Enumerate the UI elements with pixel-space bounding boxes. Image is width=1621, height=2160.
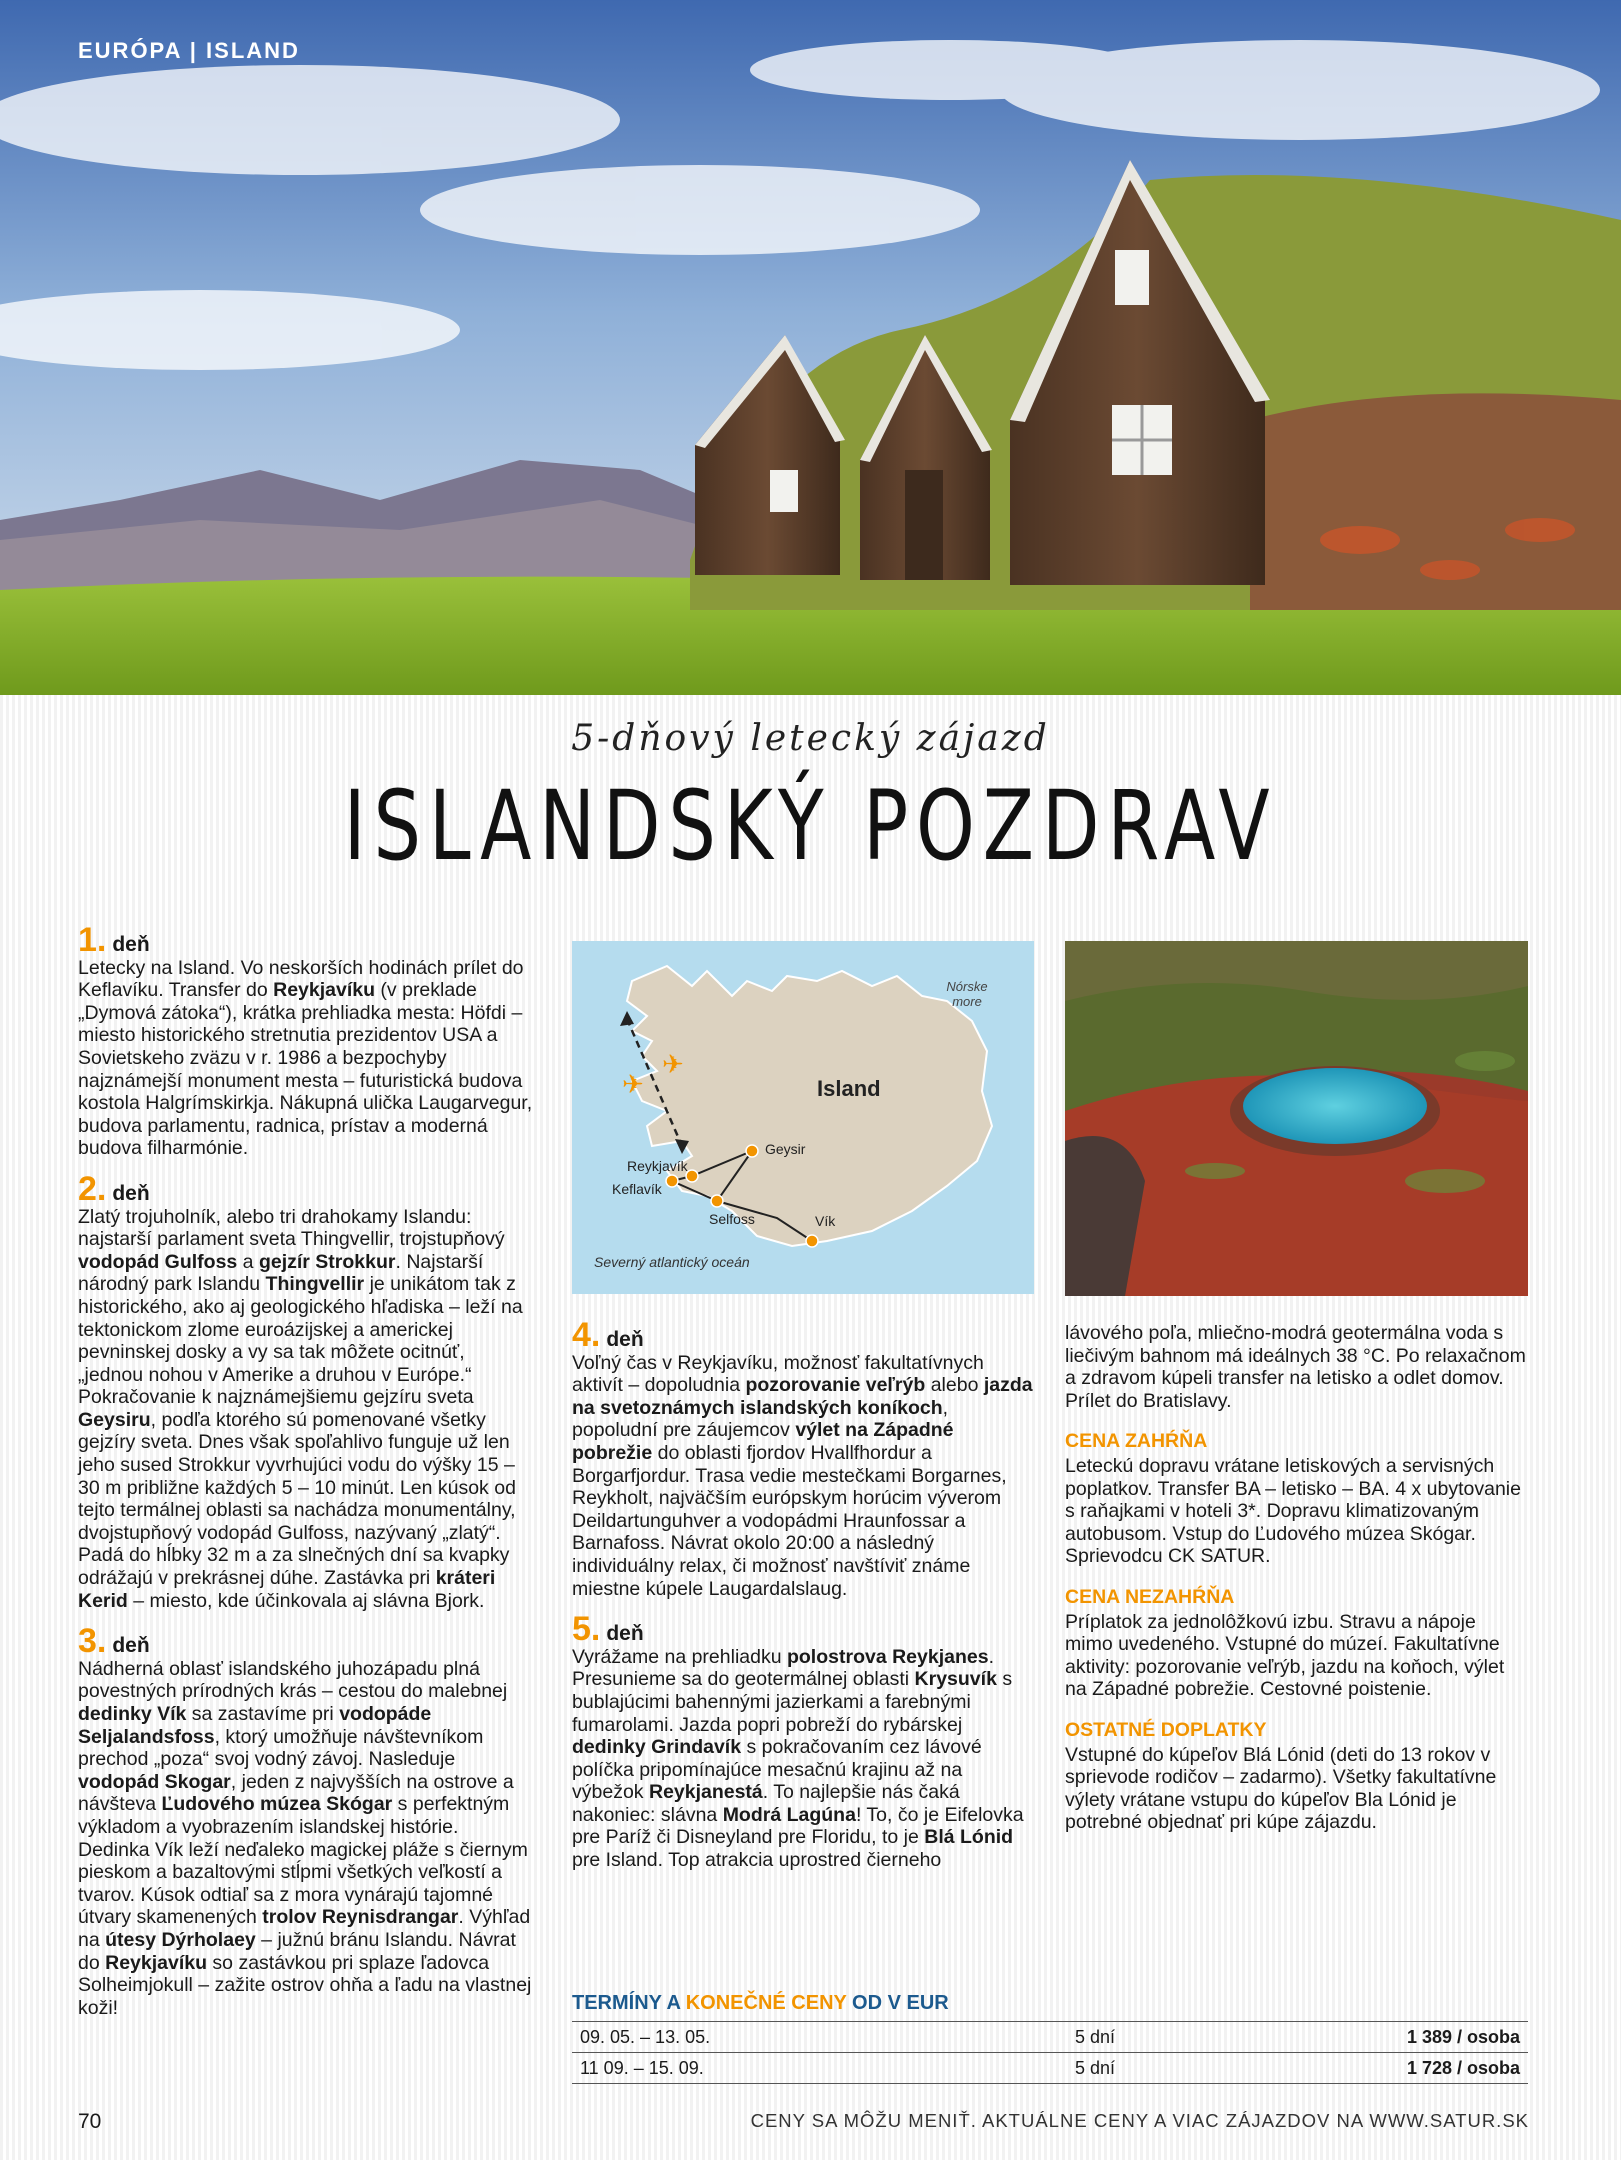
- table-row: [572, 2052, 1528, 2084]
- label-norwegian-sea-1: Nórske: [946, 979, 988, 994]
- prices-title-part: TERMÍNY A: [572, 1992, 686, 2014]
- excludes-heading: CENA NEZAHŔŇA: [1065, 1585, 1235, 1608]
- price-cell: 1 728 / osoba: [1406, 2057, 1520, 2078]
- day-number: 2.: [78, 1169, 107, 1208]
- map-marker-vik: [806, 1235, 818, 1247]
- label-norwegian-sea-2: more: [952, 994, 982, 1009]
- label-vik: Vík: [815, 1213, 836, 1229]
- map-marker-geysir: [746, 1145, 758, 1157]
- day-number: 5.: [572, 1610, 601, 1649]
- info-column-right: [1065, 1322, 1528, 1834]
- day-4: [572, 1316, 1034, 1600]
- surcharges-heading: OSTATNÉ DOPLATKY: [1065, 1718, 1267, 1741]
- prices-title: [572, 1992, 1528, 2015]
- surcharges-text: Vstupné do kúpeľov Blá Lónid (deti do 13 rokov v sprievode rodičov – zadarmo). Všetky fakultatívne výlety vrátane vstupu do kúpeľov Bla Lónid je potrebné objednať pri kúpe zájazdu.: [1065, 1743, 1497, 1834]
- day-1: [78, 921, 533, 1160]
- page-title: ISLANDSKÝ POZDRAV: [343, 770, 1278, 882]
- map-marker-keflavik: [666, 1175, 678, 1187]
- day-number: 4.: [572, 1316, 601, 1354]
- page-number: 70: [78, 2110, 102, 2133]
- iceland-map: [572, 941, 1034, 1294]
- day-5-text: Vyrážame na prehliadku polostrova Reykjanes. Presunieme sa do geotermálnej oblasti Krysuvík s bublajúcimi bahennými jazierkami a farebnými fumarolami. Jazda popri pobreží do rybárskej dedinky Grindavík s pokračovaním cez lávové políčka pripomínajúce mesačnú krajinu až na výbežok Reykjanestá. To najlepšie nás čaká nakoniec: slávna Modrá Lagúna! To, čo je Eifelovka pre Paríž či Disneyland pre Floridu, to je Blá Lónid pre Island. Top atrakcia uprostred čierneho: [572, 1645, 1024, 1872]
- prices-title-part: OD V EUR: [846, 1992, 949, 2014]
- day-2-text: Zlatý trojuholník, alebo tri drahokamy Islandu: najstarší parlament sveta Thingvellir, trojstupňový vodopád Gulfoss a gejzír Strokkur. Najstarší národný park Islandu Thingvellir je unikátom tak z historického, ako aj geologického hľadiska – leží na tektonickom zlome euroázijskej a americkej pevninskej dosky a vy sa tak môžete ocitnúť, „jednou nohou v Amerike a druhou v Európe.“ Pokračovanie k najznámejšiemu gejzíru sveta Geysiru, podľa ktorého sú pomenované všetky gejzíry sveta. Dnes však spoľahlivo funguje už len jeho sused Strokkur vyvrhujúci vodu do výšky 15 – 30 m približne každých 5 – 10 minút. Len kúsok od tejto termálnej oblasti sa nachádza monumentálny, dvojstupňový vodopád Gulfoss, nazývaný „zlatý“. Padá do hĺbky 32 m a za slnečných dní sa kvapky odrážajú v prekrásnej dúhe. Zastávka pri kráteri Kerid – miesto, kde účinkovala aj slávna Bjork.: [78, 1205, 523, 1612]
- table-row: [572, 2021, 1528, 2052]
- label-selfoss: Selfoss: [709, 1211, 755, 1227]
- day-word: deň: [112, 1634, 150, 1658]
- day-4-text: Voľný čas v Reykjavíku, možnosť fakultatívnych aktivít – dopoludnia pozorovanie veľrýb alebo jazda na svetoznámych islandských koníkoch, popoludní pre záujemcov výlet na Západné pobrežie do oblasti fjordov Hvallfhordur a Borgarfjordur. Trasa vedie mestečkami Borgarnes, Reykholt, najväčším európskym horúcim výverom Deildartunguhver a vodopádmi Hraunfossar a Barnafoss. Návrat okolo 20:00 a následný individuálny relax, či možnosť navštíviť známe miestne kúpele Laugardalslaug.: [572, 1351, 1033, 1600]
- label-keflavik: Keflavík: [612, 1181, 662, 1197]
- plane-icon: ✈: [622, 1069, 644, 1099]
- itinerary-column-left: [78, 921, 533, 2033]
- day-number: 1.: [78, 921, 107, 959]
- page-subtitle: 5-dňový letecký zájazd: [571, 718, 1050, 759]
- includes-text: Leteckú dopravu vrátane letiskových a servisných poplatkov. Transfer BA – letisko – BA. 4 x ubytovanie s raňajkami v hoteli 3*. Dopravu klimatizovaným autobusom. Vstup do Ľudového múzea Skógar. Sprievodcu CK SATUR.: [1065, 1454, 1521, 1568]
- price-cell: 1 389 / osoba: [1406, 2026, 1520, 2047]
- day-word: deň: [112, 1181, 150, 1205]
- day-2: [78, 1169, 533, 1612]
- prices-table: [572, 1992, 1528, 2084]
- label-country: Island: [817, 1076, 881, 1101]
- itinerary-column-middle: [572, 1316, 1034, 1886]
- prices-title-highlight: KONEČNÉ CENY: [685, 1992, 847, 2014]
- footer-note: CENY SA MÔŽU MENIŤ. AKTUÁLNE CENY A VIAC ZÁJAZDOV NA WWW.SATUR.SK: [750, 2110, 1529, 2131]
- label-geysir: Geysir: [765, 1141, 806, 1157]
- crater-photo: [1065, 941, 1528, 1296]
- day-5-continued: lávového poľa, mliečno-modrá geotermálna voda s liečivým bahnom má ideálnych 38 °C. Po relaxačnom a zdravom kúpeli transfer na letisko a odlet domov. Prílet do Bratislavy.: [1065, 1322, 1526, 1412]
- date-cell: 09. 05. – 13. 05.: [580, 2026, 711, 2047]
- day-word: deň: [606, 1328, 644, 1351]
- includes-heading: CENA ZAHŔŇA: [1065, 1430, 1208, 1453]
- map-marker-selfoss: [711, 1195, 723, 1207]
- day-5: [572, 1610, 1034, 1872]
- label-atlantic-ocean: Severný atlantický oceán: [594, 1254, 750, 1270]
- days-cell: 5 dní: [1075, 2057, 1116, 2078]
- day-3: [78, 1622, 533, 2019]
- days-cell: 5 dní: [1075, 2026, 1116, 2047]
- day-number: 3.: [78, 1622, 107, 1661]
- date-cell: 11 09. – 15. 09.: [580, 2057, 704, 2078]
- hero-photo: [0, 0, 1621, 695]
- plane-icon: ✈: [662, 1049, 684, 1079]
- excludes-text: Príplatok za jednolôžkovú izbu. Stravu a nápoje mimo uvedeného. Vstupné do múzeí. Fakultatívne aktivity: pozorovanie veľrýb, jazdu na koňoch, výlet na Západné pobrežie. Cestovné poistenie.: [1065, 1610, 1505, 1701]
- day-1-text: Letecky na Island. Vo neskorších hodinách prílet do Keflavíku. Transfer do Reykjavíku (v preklade „Dymová zátoka“), krátka prehliadka mesta: Höfdi – miesto historického stretnutia prezidentov USA a Sovietskeho zväzu v r. 1986 a bezpochyby najznámejší monument mesta – futuristická budova kostola Halgrímskirkja. Nákupná ulička Laugarvegur, budova parlamentu, radnica, prístav a moderná budova filharmónie.: [78, 956, 533, 1160]
- map-marker-reykjavik: [686, 1170, 698, 1182]
- day-word: deň: [606, 1622, 644, 1646]
- day-word: deň: [112, 933, 150, 956]
- breadcrumb: EURÓPA | ISLAND: [78, 38, 300, 63]
- day-3-text: Nádherná oblasť islandského juhozápadu plná povestných prírodných krás – cestou do malebnej dedinky Vík sa zastavíme pri vodopáde Seljalandsfoss, ktorý umožňuje návštevníkom prechod „poza“ svoj vodný závoj. Nasleduje vodopád Skogar, jeden z najvyšších na ostrove a návšteva Ľudového múzea Skógar s perfektným výkladom a vyobrazením islandskej histórie. Dedinka Vík leží neďaleko magickej pláže s čiernym pieskom a bazaltovými stĺpmi všetkých veľkostí a tvarov. Kúsok odtiaľ sa z mora vynárajú tajomné útvary skamenených trolov Reynisdrangar. Výhľad na útesy Dýrholaey – južnú bránu Islandu. Návrat do Reykjavíku so zastávkou pri splaze ľadovca Solheimjokull – zažite ostrov ohňa a ľadu na vlastnej koži!: [78, 1657, 532, 2019]
- label-reykjavik: Reykjavík: [627, 1158, 688, 1174]
